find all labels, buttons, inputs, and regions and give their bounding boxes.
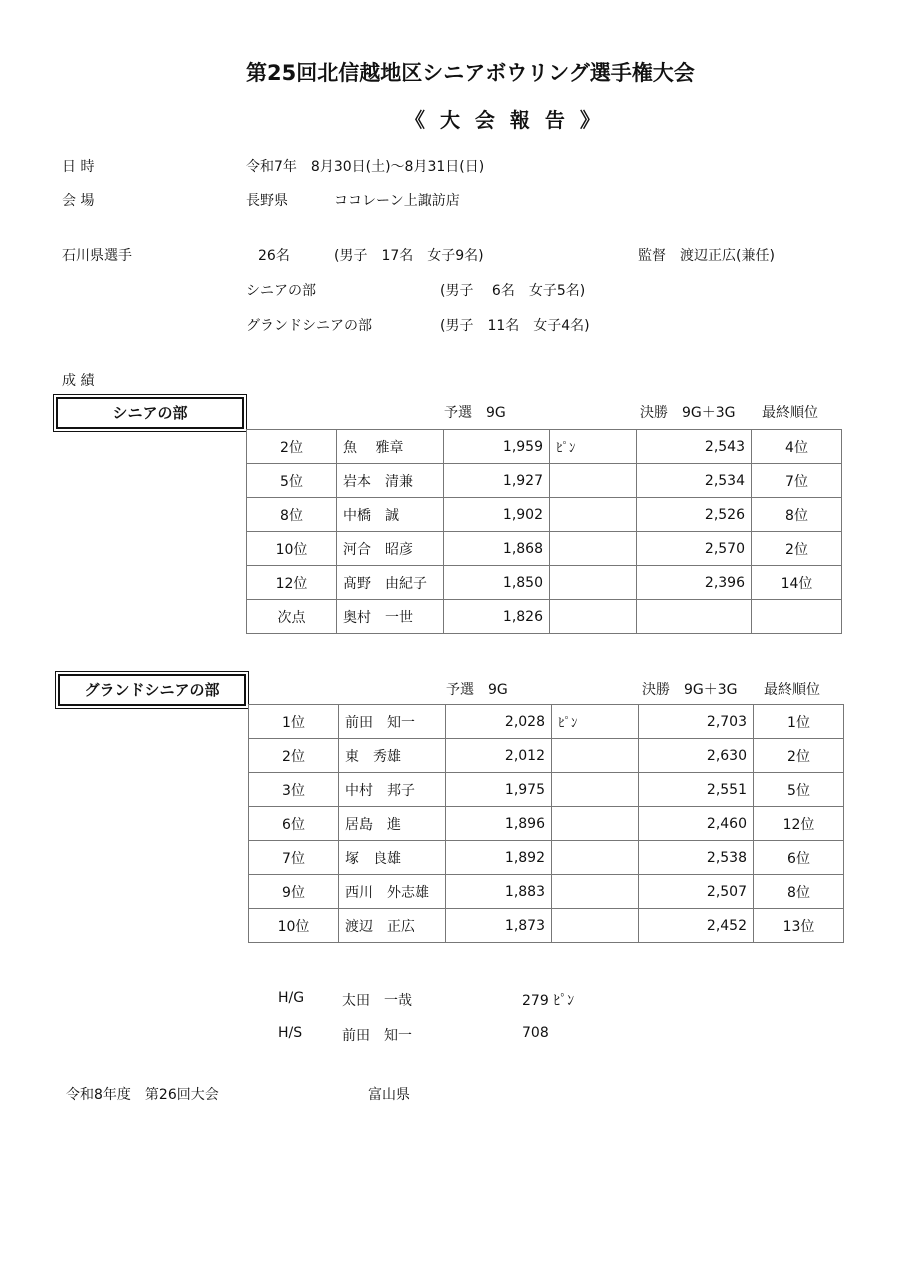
final-score-cell: 2,460 [639, 807, 754, 841]
unit-cell: ﾋﾟﾝ [550, 430, 637, 464]
rank-cell: 7位 [249, 841, 339, 875]
unit-cell: ﾋﾟﾝ [552, 705, 639, 739]
qualifying-score-cell: 1,826 [444, 600, 550, 634]
final-position-cell: 2位 [752, 532, 842, 566]
table-row [247, 430, 842, 464]
final-score-cell: 2,538 [639, 841, 754, 875]
name-cell: 居島 進 [339, 807, 446, 841]
venue-prefecture: 長野県 [246, 193, 288, 209]
rank-cell: 12位 [247, 566, 337, 600]
final-score-cell: 2,526 [637, 498, 752, 532]
final-position-cell: 2位 [754, 739, 844, 773]
name-cell: 河合 昭彦 [337, 532, 444, 566]
unit-cell [550, 532, 637, 566]
date-label: 日 時 [62, 159, 95, 175]
table-row [247, 566, 842, 600]
name-cell: 中村 邦子 [339, 773, 446, 807]
unit-cell [550, 464, 637, 498]
name-cell: 魚 雅章 [337, 430, 444, 464]
results-label: 成 績 [62, 373, 95, 389]
table-row [249, 739, 844, 773]
rank-cell: 5位 [247, 464, 337, 498]
table-row [249, 841, 844, 875]
senior-section-title: シニアの部 [56, 397, 244, 429]
final-score-cell: 2,452 [639, 909, 754, 943]
high-game-name: 太田 一哉 [342, 993, 412, 1009]
qualifying-score-cell: 1,896 [446, 807, 552, 841]
final-position-cell: 8位 [754, 875, 844, 909]
rank-cell: 10位 [247, 532, 337, 566]
final-position-cell: 12位 [754, 807, 844, 841]
next-event-host: 富山県 [368, 1087, 410, 1103]
name-cell: 西川 外志雄 [339, 875, 446, 909]
name-cell: 東 秀雄 [339, 739, 446, 773]
page-subtitle: 《 大 会 報 告 》 [405, 108, 604, 132]
final-position-cell: 6位 [754, 841, 844, 875]
final-score-cell: 2,507 [639, 875, 754, 909]
table-row [247, 498, 842, 532]
name-cell: 中橋 誠 [337, 498, 444, 532]
venue-label: 会 場 [62, 193, 95, 209]
table-row [249, 909, 844, 943]
final-score-cell: 2,534 [637, 464, 752, 498]
final-position-cell: 13位 [754, 909, 844, 943]
grand-results-table [248, 704, 844, 943]
grand-header-position: 最終順位 [764, 682, 820, 698]
table-row [249, 807, 844, 841]
unit-cell [550, 566, 637, 600]
next-event-label: 令和8年度 第26回大会 [66, 1087, 219, 1103]
final-position-cell: 5位 [754, 773, 844, 807]
coach: 監督 渡辺正広(兼任) [638, 248, 775, 264]
grand-header-final: 決勝 9G＋3G [642, 682, 738, 698]
senior-results-table [246, 429, 842, 634]
final-position-cell: 4位 [752, 430, 842, 464]
final-position-cell: 1位 [754, 705, 844, 739]
name-cell: 髙野 由紀子 [337, 566, 444, 600]
rank-cell: 2位 [247, 430, 337, 464]
venue-name: ココレーン上諏訪店 [334, 193, 460, 209]
unit-cell [552, 841, 639, 875]
qualifying-score-cell: 1,902 [444, 498, 550, 532]
name-cell: 岩本 清兼 [337, 464, 444, 498]
rank-cell: 次点 [247, 600, 337, 634]
unit-cell [552, 875, 639, 909]
unit-cell [552, 739, 639, 773]
qualifying-score-cell: 1,868 [444, 532, 550, 566]
final-position-cell: 8位 [752, 498, 842, 532]
qualifying-score-cell: 1,873 [446, 909, 552, 943]
high-game-label: H/G [278, 990, 305, 1006]
qualifying-score-cell: 2,028 [446, 705, 552, 739]
qualifying-score-cell: 1,892 [446, 841, 552, 875]
final-score-cell [637, 600, 752, 634]
table-row [247, 464, 842, 498]
high-series-name: 前田 知一 [342, 1028, 412, 1044]
qualifying-score-cell: 2,012 [446, 739, 552, 773]
rank-cell: 1位 [249, 705, 339, 739]
rank-cell: 3位 [249, 773, 339, 807]
grand-division-breakdown: (男子 11名 女子4名) [440, 318, 590, 334]
players-count: 26名 [258, 248, 290, 264]
unit-cell [550, 498, 637, 532]
final-position-cell: 14位 [752, 566, 842, 600]
players-breakdown: (男子 17名 女子9名) [334, 248, 484, 264]
final-score-cell: 2,543 [637, 430, 752, 464]
senior-header-position: 最終順位 [762, 405, 818, 421]
qualifying-score-cell: 1,927 [444, 464, 550, 498]
final-score-cell: 2,570 [637, 532, 752, 566]
rank-cell: 8位 [247, 498, 337, 532]
high-series-score: 708 [522, 1025, 549, 1041]
final-score-cell: 2,551 [639, 773, 754, 807]
page-title: 第25回北信越地区シニアボウリング選手権大会 [246, 61, 695, 85]
senior-header-qualifying: 予選 9G [444, 405, 506, 421]
players-label: 石川県選手 [62, 248, 132, 264]
unit-cell [552, 807, 639, 841]
table-row [249, 705, 844, 739]
high-game-score: 279 ﾋﾟﾝ [522, 993, 575, 1009]
grand-section-title: グランドシニアの部 [58, 674, 246, 706]
final-score-cell: 2,630 [639, 739, 754, 773]
final-position-cell [752, 600, 842, 634]
unit-cell [550, 600, 637, 634]
rank-cell: 10位 [249, 909, 339, 943]
rank-cell: 9位 [249, 875, 339, 909]
rank-cell: 6位 [249, 807, 339, 841]
name-cell: 奥村 一世 [337, 600, 444, 634]
final-score-cell: 2,703 [639, 705, 754, 739]
table-row [249, 875, 844, 909]
grand-header-qualifying: 予選 9G [446, 682, 508, 698]
grand-division-label: グランドシニアの部 [246, 318, 372, 334]
name-cell: 前田 知一 [339, 705, 446, 739]
final-position-cell: 7位 [752, 464, 842, 498]
date-value: 令和7年 8月30日(土)～8月31日(日) [246, 159, 485, 175]
unit-cell [552, 909, 639, 943]
rank-cell: 2位 [249, 739, 339, 773]
name-cell: 塚 良雄 [339, 841, 446, 875]
table-row [247, 532, 842, 566]
unit-cell [552, 773, 639, 807]
qualifying-score-cell: 1,959 [444, 430, 550, 464]
senior-header-final: 決勝 9G＋3G [640, 405, 736, 421]
qualifying-score-cell: 1,975 [446, 773, 552, 807]
table-row [247, 600, 842, 634]
qualifying-score-cell: 1,883 [446, 875, 552, 909]
name-cell: 渡辺 正広 [339, 909, 446, 943]
final-score-cell: 2,396 [637, 566, 752, 600]
high-series-label: H/S [278, 1025, 303, 1041]
senior-division-label: シニアの部 [246, 283, 316, 299]
qualifying-score-cell: 1,850 [444, 566, 550, 600]
senior-division-breakdown: (男子 6名 女子5名) [440, 283, 586, 299]
table-row [249, 773, 844, 807]
